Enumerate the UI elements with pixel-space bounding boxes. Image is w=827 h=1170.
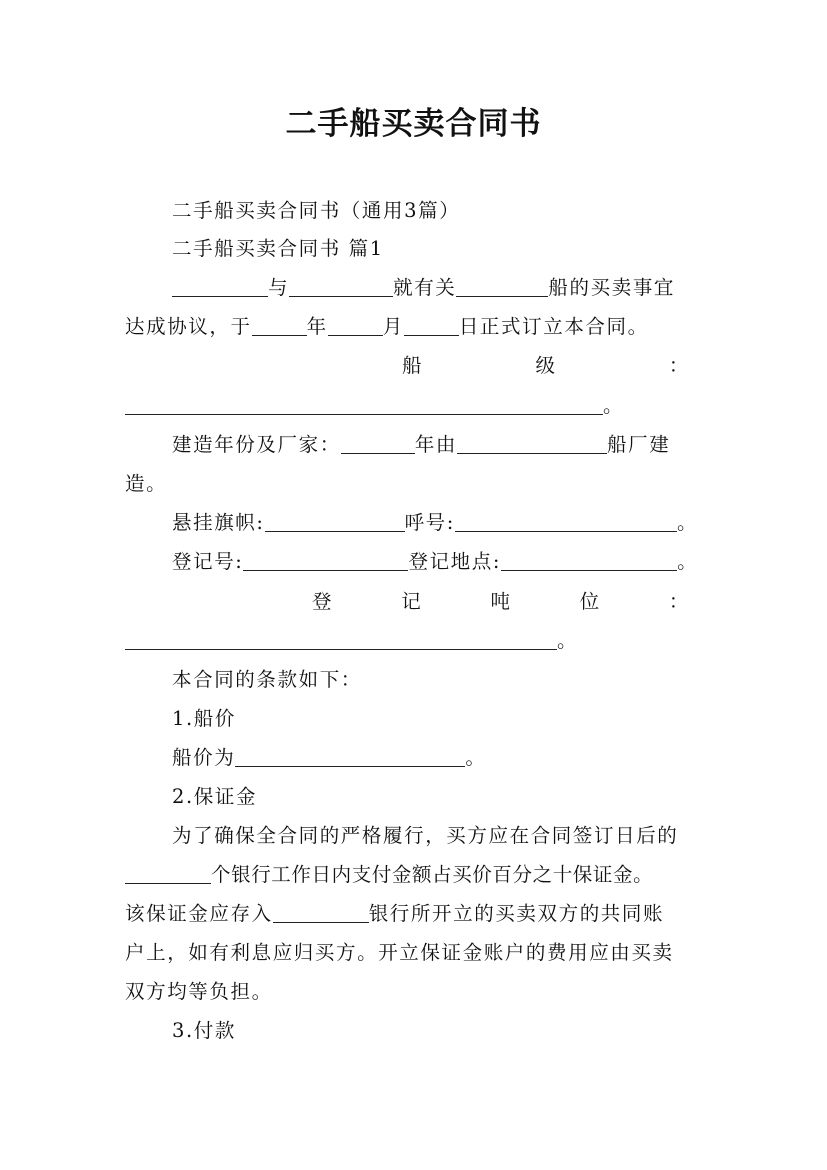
section-2-heading: 2.保证金 (172, 785, 258, 808)
ship-class-line (125, 392, 705, 420)
registry-line (172, 548, 705, 576)
build-year-by: 年由 (414, 433, 458, 456)
month-blank[interactable] (328, 315, 383, 336)
registry-end: 。 (677, 550, 699, 573)
document-title: 二手船买卖合同书 (285, 106, 542, 142)
intro-line2-a: 达成协议，于 (125, 315, 252, 338)
deposit-line3-a: 该保证金应存入 (125, 902, 273, 925)
tonnage-char-4: 位 (579, 590, 601, 613)
buyer-blank[interactable] (289, 276, 393, 297)
call-sign-blank[interactable] (455, 511, 677, 532)
tonnage-blank[interactable] (125, 629, 557, 650)
reg-place-label: 登记地点: (408, 550, 502, 573)
terms-intro: 本合同的条款如下： (172, 668, 362, 691)
deposit-line2-text: 个银行工作日内支付金额占买价百分之十保证金。 (211, 863, 654, 886)
build-label: 建造年份及厂家： (172, 433, 341, 456)
ship-class-end: 。 (603, 394, 625, 417)
deposit-line-2 (125, 861, 705, 889)
price-line (172, 744, 705, 772)
flag-label: 悬挂旗帜: (172, 511, 265, 534)
document-subtitle: 二手船买卖合同书（通用3篇） (172, 199, 461, 222)
reg-no-blank[interactable] (243, 550, 408, 571)
deposit-line-4: 户上，如有利息应归买方。开立保证金账户的费用应由买卖 (125, 941, 674, 964)
ship-class-label (402, 352, 690, 380)
tonnage-char-2: 记 (401, 590, 423, 613)
tonnage-label (312, 588, 690, 616)
flag-blank[interactable] (265, 511, 405, 532)
ship-name-blank[interactable] (456, 276, 548, 297)
shipyard-blank[interactable] (457, 433, 607, 454)
intro-line-1 (172, 274, 705, 302)
price-label: 船价为 (172, 746, 236, 769)
day-blank[interactable] (404, 315, 459, 336)
deposit-line-5: 双方均等负担。 (125, 980, 273, 1003)
section-3-heading: 3.付款 (172, 1019, 237, 1042)
ship-class-blank[interactable] (125, 394, 603, 415)
deposit-line3-b: 银行所开立的买卖双方的共同账 (368, 902, 665, 925)
ship-class-colon: ： (668, 354, 690, 377)
deposit-line-3 (125, 900, 705, 928)
year-blank[interactable] (252, 315, 307, 336)
reg-place-blank[interactable] (501, 550, 677, 571)
intro-year: 年 (306, 315, 328, 338)
build-year-blank[interactable] (341, 433, 415, 454)
deposit-line-1: 为了确保全合同的严格履行，买方应在合同签订日后的 (172, 824, 679, 847)
price-blank[interactable] (235, 746, 465, 767)
ship-class-char-1: 船 (402, 354, 424, 377)
intro-line-2 (125, 313, 705, 341)
reg-no-label: 登记号: (172, 550, 244, 573)
build-line-2: 造。 (125, 472, 168, 495)
tonnage-colon: ： (668, 590, 690, 613)
flag-line (172, 509, 705, 537)
seller-blank[interactable] (172, 276, 268, 297)
intro-line2-b: 日正式订立本合同。 (458, 315, 649, 338)
flag-end: 。 (676, 511, 699, 534)
build-line-1 (172, 431, 705, 459)
bank-blank[interactable] (273, 902, 369, 923)
tonnage-char-3: 吨 (490, 590, 512, 613)
ship-class-char-2: 级 (535, 354, 557, 377)
tonnage-char-1: 登 (312, 590, 334, 613)
price-end: 。 (465, 746, 487, 769)
days-blank[interactable] (125, 863, 211, 884)
build-shipyard: 船厂建 (607, 433, 671, 456)
section-1-heading: 1.船价 (172, 707, 237, 730)
tonnage-end: 。 (557, 629, 579, 652)
part-heading: 二手船买卖合同书 篇1 (172, 237, 384, 260)
tonnage-line (125, 627, 705, 655)
intro-ship-sale: 船的买卖事宜 (548, 276, 676, 299)
intro-and: 与 (268, 276, 290, 299)
call-sign-label: 呼号: (404, 511, 455, 534)
intro-regarding: 就有关 (393, 276, 457, 299)
intro-month: 月 (382, 315, 404, 338)
